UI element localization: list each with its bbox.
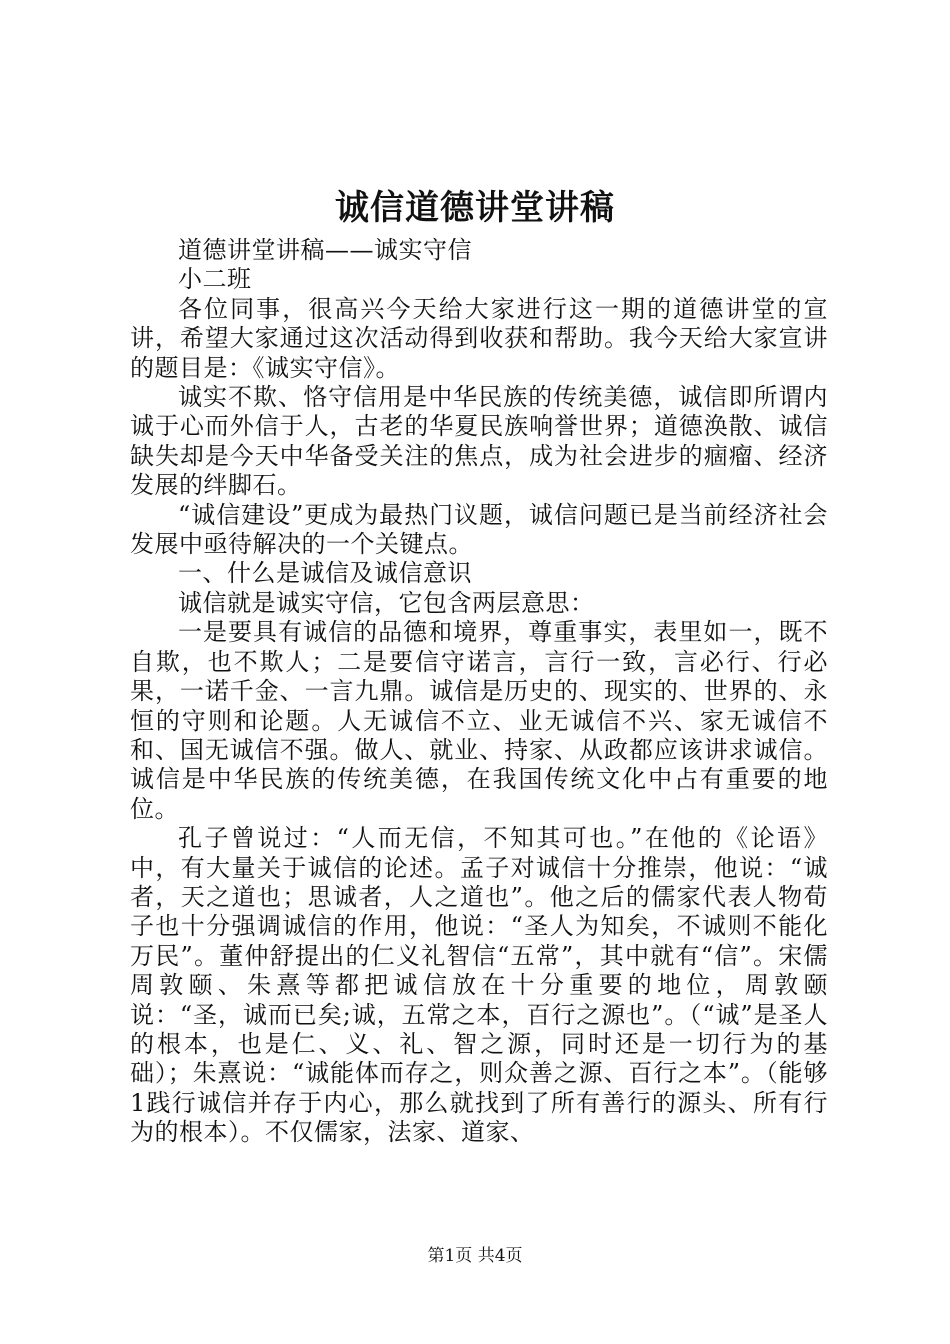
document-body (130, 236, 828, 1148)
section-heading: 一、什么是诚信及诚信意识 (178, 559, 472, 588)
document-title: 诚信道德讲堂讲稿 (335, 188, 615, 228)
body-paragraph: 诚信就是诚实守信，它包含两层意思： (178, 588, 595, 617)
body-paragraph: 一是要具有诚信的品德和境界，尊重事实，表里如一，既不自欺，也不欺人；二是要信守诺言，言行一致，言必行、行必果，一诺千金、一言九鼎。诚信是历史的、现实的、世界的、永恒的守则和论题。人无诚信不立、业无诚信不兴、家无诚信不和、国无诚信不强。做人、就业、持家、从政都应该讲求诚信。诚信是中华民族的传统美德，在我国传统文化中占有重要的地位。 (130, 618, 828, 823)
page-footer: 第1页 共4页 (427, 1246, 523, 1266)
subtitle-paragraph: 道德讲堂讲稿——诚实守信 (178, 236, 472, 264)
body-paragraph: 各位同事，很高兴今天给大家进行这一期的道德讲堂的宣讲，希望大家通过这次活动得到收获和帮助。我今天给大家宣讲的题目是：《诚实守信》。 (130, 294, 828, 382)
body-paragraph: “诚信建设”更成为最热门议题，诚信问题已是当前经济社会发展中亟待解决的一个关键点。 (130, 500, 828, 559)
body-paragraph: 诚实不欺、恪守信用是中华民族的传统美德，诚信即所谓内诚于心而外信于人，古老的华夏民族响誉世界；道德涣散、诚信缺失却是今天中华备受关注的焦点，成为社会进步的痼瘤、经济发展的绊脚石。 (130, 383, 828, 500)
class-paragraph: 小二班 (178, 265, 252, 294)
body-paragraph: 孔子曾说过：“人而无信，不知其可也。”在他的《论语》中，有大量关于诚信的论述。孟子对诚信十分推崇，他说：“诚者，天之道也；思诚者，人之道也”。他之后的儒家代表人物荀子也十分强调诚信的作用，他说：“圣人为知矣，不诚则不能化万民”。董仲舒提出的仁义礼智信“五常”，其中就有“信”。宋儒周敦颐、朱熹等都把诚信放在十分重要的地位，周敦颐说：“圣，诚而已矣;诚，五常之本，百行之源也”。（“诚”是圣人的根本，也是仁、义、礼、智之源，同时还是一切行为的基础）；朱熹说：“诚能体而存之，则众善之源、百行之本”。（能够1践行诚信并存于内心，那么就找到了所有善行的源头、所有行为的根本）。不仅儒家，法家、道家、 (130, 824, 828, 1147)
